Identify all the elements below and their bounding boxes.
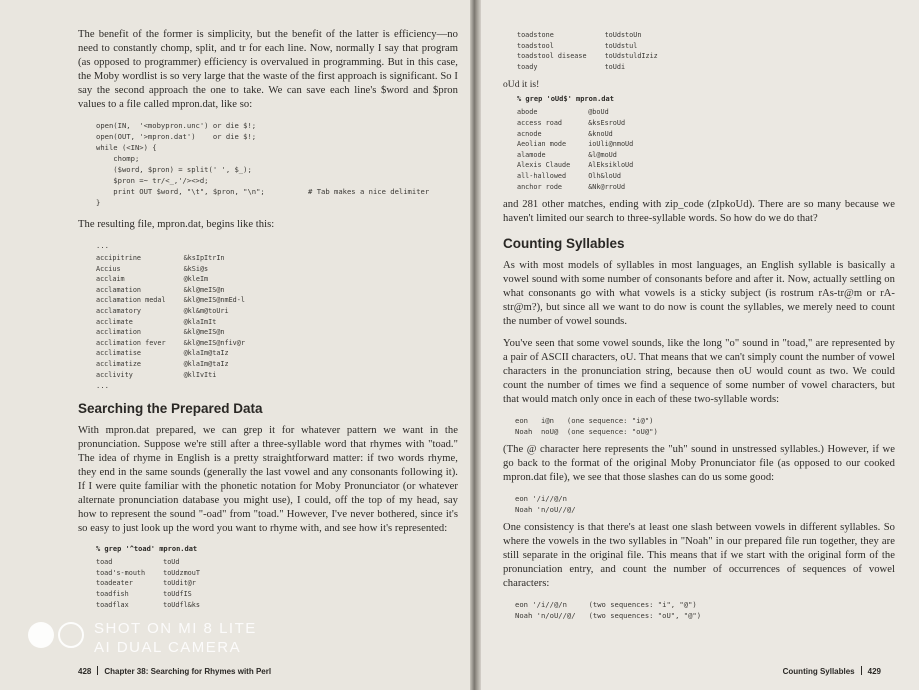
word-cell: toadfish [96,589,129,598]
word-row [96,589,218,600]
pronunciation-cell: toUdit@r [163,579,196,588]
pronunciation-cell: @klaIm@taIz [183,349,229,358]
word-cell: Accius [96,264,121,273]
grep-command: % grep '^toad' mpron.dat [96,545,198,554]
matches-paragraph: and 281 other matches, ending with zip_code (zIpkoUd). There are so many because we haven't limited our search to three-syllable words. So how do we do that? [503,199,895,225]
pronunciation-cell: &knoUd [588,129,613,138]
word-row [96,348,263,359]
word-cell: toadstool disease [517,52,587,61]
syllable-paragraph-2: You've seen that some vowel sounds, like the long "o" sound in "toad," are represented by a pair of ASCII characters, oU. That means that we can't simply count the number of vowel characters in the pronunciation string, because then oU would count as two. We could count the number of times we find a sequence of some number of vowel characters, but that would match only once in each of these two-syllable words: [503,338,895,406]
word-cell: alamode [517,150,546,159]
pronunciation-cell: ioUli@nmoUd [588,140,634,149]
word-cell: toadeater [96,579,133,588]
word-row [517,51,676,62]
syllable-paragraph-1: As with most models of syllables in most languages, an English syllable is basically a vowel sound with some number of consonants before and after it. Now, actually settling on what consonants go with what vowels is a sticky subject (is rostrum rAs-tr@m or rA-str@m?), but since all we want to do now is count the syllables, we merely need to count the number of vowel sounds. [503,260,895,328]
pronunciation-cell: @kleIm [183,275,209,284]
left-page-number: 428 [78,667,92,676]
right-page-number: 429 [867,667,881,676]
word-cell: acclamatory [96,306,142,315]
example-code-3: eon '/i//@/n (two sequences: "i", "@") Noah 'n/oU//@/ (two sequences: "oU", "@") [515,600,702,621]
camera-logo-icon [28,622,84,648]
word-cell: access road [517,118,563,127]
word-row [96,370,263,381]
oud-line: oUd it is! [503,80,540,91]
word-row [96,327,263,338]
pronunciation-cell: &l@moUd [588,150,617,159]
word-row [96,274,263,285]
watermark-text [94,620,257,658]
pronunciation-cell: &kl@meIS@n [183,285,225,294]
word-cell: anchor rode [517,182,563,191]
word-cell: acclamation medal [96,296,166,305]
oud-list-body [517,107,651,192]
toad-list-body [96,557,218,610]
pronunciation-cell: &kSi@s [183,264,209,273]
pronunciation-cell: toUdstuldIziz [604,52,658,61]
toad-list-cont-body [517,30,676,72]
word-row [96,359,263,370]
pronunciation-cell: @klIvIti [183,370,217,379]
grep-command-2: % grep 'oUd$' mpron.dat [517,95,614,104]
watermark-line-1: SHOT ON MI 8 LITE [94,620,257,637]
word-cell: toadstone [517,31,554,39]
word-list-body [96,253,263,380]
word-row [517,160,651,171]
pronunciation-cell: toUd [163,558,180,567]
word-cell: accipitrine [96,254,142,262]
pronunciation-cell: Olh&loUd [588,171,621,180]
word-row [517,41,676,52]
at-paragraph: (The @ character here represents the "uh" sound in unstressed syllables.) However, if we go back to the format of the original Moby Pronunciator file (as opposed to our cooked mpron.dat file), we see that those slashes can do us some good: [503,444,895,484]
book-gutter [470,0,481,690]
word-row [96,568,218,579]
pronunciation-cell: toUdstoUn [604,31,642,39]
word-row [96,317,263,328]
pronunciation-cell: @boUd [588,108,609,117]
toad-list-table [96,557,218,610]
ellipsis-bottom: ... [96,381,109,391]
word-cell: toad's-mouth [96,568,146,577]
pronunciation-cell: &kl@meIS@n [183,328,225,337]
consistency-paragraph: One consistency is that there's at least one slash between vowels in different syllables. So where the vowels in the two syllables in "Noah" in our prepared file run together, they are still separate in the original file. This means that if we start with the original form of the pronunciation entry, and count the number of occurrences of sequences of vowel characters: [503,522,895,590]
pronunciation-cell: toUdzmouT [163,568,200,577]
pronunciation-cell: toUdfl&ks [163,600,200,609]
pronunciation-cell: &ksIpItrIn [183,254,225,262]
pronunciation-cell: &ksEsroUd [588,118,626,127]
search-paragraph: With mpron.dat prepared, we can grep it for whatever pattern we want in the pronunciation. Suppose we're still after a three-syllable word that rhymes with "toad." The idea of rhyme in English is a pretty straightforward matter: if two words rhyme, they end in the same sounds (generally the last vowel and any consonants following it). If I were quite familiar with the phonetic notation for Moby Pronunciator (or whatever alternate pronunciation database you might use), I could, off the top of my head, say how to represent the sound "-oad" from "toad." However, I've never bothered, since it's so easy to just look up the word you want to rhyme with, and see how it's represented: [78,425,458,535]
word-cell: acclimation fever [96,338,166,347]
word-cell: toadflax [96,600,129,609]
right-footer [783,666,881,676]
pronunciation-cell: @klaIm@taIz [183,359,229,368]
word-cell: acclimation [96,328,142,337]
code-block: open(IN, '<mobypron.unc') or die $!; open(OUT, '>mpron.dat') or die $!; while (<IN>) { chomp; ($word, $pron) = split(' ', $_); $pron =~ tr/<_,'/><>d; print OUT $word, "\t", $pron, "\n"; # Tab makes a nice delimiter } [96,121,430,207]
word-row [96,306,263,317]
word-row [517,129,651,140]
section-heading-searching: Searching the Prepared Data [78,401,263,417]
word-cell: toady [517,62,538,71]
pronunciation-cell: &kl@meIS@nfiv@r [183,338,245,347]
word-cell: toadstool [517,41,554,50]
example-code-2: eon '/i//@/n Noah 'n/oU//@/ [515,494,576,515]
word-cell: acclimate [96,317,133,326]
pronunciation-cell: &kl@meIS@nmEd-l [183,296,245,305]
word-cell: acclimatize [96,359,142,368]
left-chapter-title: Chapter 38: Searching for Rhymes with Perl [104,667,272,676]
word-row [96,295,263,306]
word-cell: acclivity [96,370,133,379]
word-row [96,285,263,296]
word-cell: all-hallowed [517,171,567,180]
pronunciation-cell: toUdstul [604,41,638,50]
word-row [96,264,263,275]
word-row [96,600,218,611]
right-page-content [503,30,895,627]
word-row [96,253,263,264]
left-page-content [78,28,458,616]
pronunciation-cell: @klaImIt [183,317,217,326]
word-row [517,30,676,41]
word-row [517,182,651,193]
word-cell: acclamation [96,285,142,294]
toad-list-cont-table [517,30,676,72]
footer-divider [97,666,98,675]
pronunciation-cell: toUdi [604,62,626,71]
word-row [517,107,651,118]
word-cell: abode [517,108,538,117]
word-cell: Alexis Claude [517,161,571,170]
pronunciation-cell: @kl&m@toUri [183,306,229,315]
oud-list-table [517,107,651,192]
camera-watermark [28,620,257,658]
word-row [96,338,263,349]
word-row [517,139,651,150]
watermark-line-2: AI DUAL CAMERA [94,639,242,656]
intro-paragraph: The benefit of the former is simplicity, but the benefit of the latter is efficiency—no need to constantly chomp, split, and tr for each line. Now, normally I say that program (as opposed to programmer) efficiency is overvalued in programming. But in this case, the Moby wordlist is so very large that the waste of the first approach is significant. So I say the second approach the one to take. We can save each line's $word and $pron values to a file called mpron.dat, like so: [78,29,458,110]
pronunciation-cell: &Nk@rroUd [588,182,626,191]
word-row [96,557,218,568]
right-section-title: Counting Syllables [782,667,855,676]
pronunciation-cell: toUdfIS [163,589,192,598]
word-list-table [96,253,263,380]
word-cell: acclimatise [96,349,142,358]
right-page [481,0,919,690]
word-row [517,171,651,182]
footer-divider-right [861,666,862,675]
section-heading-counting: Counting Syllables [503,236,625,252]
left-footer [78,666,271,676]
word-row [96,578,218,589]
word-cell: toad [96,558,113,567]
ellipsis-top: ... [96,241,109,250]
example-code-1: eon i@n (one sequence: "i@") Noah noU@ (one sequence: "oU@") [515,416,658,437]
word-row [517,150,651,161]
filled-circle-icon [28,622,54,648]
word-cell: Aeolian mode [517,140,567,149]
ring-circle-icon [58,622,84,648]
word-cell: acnode [517,129,542,138]
pronunciation-cell: AlEksikloUd [588,161,634,170]
resulting-paragraph: The resulting file, mpron.dat, begins like this: [78,219,275,230]
word-row [517,62,676,73]
word-cell: acclaim [96,275,125,284]
word-row [517,118,651,129]
